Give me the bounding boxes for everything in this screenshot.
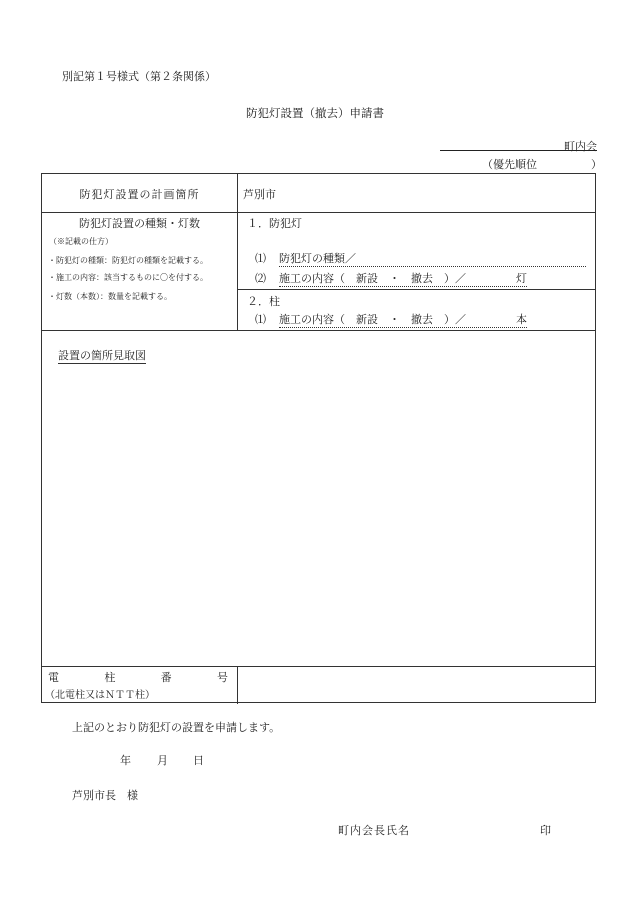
applicant-name-label: 町内会長氏名 [338, 824, 410, 837]
instructions-title: （※記載の仕方） [49, 237, 113, 246]
pole-number-sublabel: （北電柱又はＮＴＴ柱） [45, 690, 155, 701]
town-association-name-line[interactable] [440, 150, 597, 151]
section-pole: ２．柱 [247, 295, 280, 308]
instruction-note: ・防犯灯の種類：防犯灯の種類を記載する。 [48, 256, 208, 265]
column-divider [237, 174, 238, 330]
planned-location-label: 防犯灯設置の計画箇所 [79, 188, 200, 201]
pole-construction-field[interactable] [279, 311, 527, 328]
pole-unit: 本 [516, 313, 527, 326]
request-statement: 上記のとおり防犯灯の設置を申請します。 [72, 721, 281, 734]
pole-number-field[interactable] [238, 667, 595, 704]
application-table [41, 173, 596, 703]
date-month: 月 [157, 754, 168, 767]
town-association-label: 町内会 [564, 140, 597, 153]
instruction-note: ・施工の内容：該当するものに〇を付する。 [48, 273, 208, 282]
applicant-name-field[interactable] [430, 820, 530, 836]
document-title: 防犯灯設置（撤去）申請書 [246, 106, 384, 120]
row-divider [42, 330, 595, 331]
date-year: 年 [120, 754, 131, 767]
pole-label-char: 号 [216, 671, 228, 684]
priority-close: ） [591, 158, 602, 171]
date-day: 日 [193, 754, 204, 767]
form-reference: 別記第１号様式（第２条関係） [62, 70, 216, 83]
addressee: 芦別市長 様 [72, 789, 138, 802]
pole-construction-label: 施工の内容（ 新設 ・ 撤去 ）／ [279, 313, 466, 326]
priority-open: （優先順位 [482, 158, 537, 171]
seal-mark: 印 [540, 824, 551, 837]
location-sketch-area[interactable] [43, 364, 594, 664]
priority-order [482, 156, 602, 172]
type-count-label: 防犯灯設置の種類・灯数 [79, 217, 200, 230]
light-type-label: 防犯灯の種類／ [279, 252, 356, 265]
light-construction-label: 施工の内容（ 新設 ・ 撤去 ）／ [279, 272, 466, 285]
location-sketch-label: 設置の箇所見取図 [58, 349, 146, 362]
item-number: ⑴ [255, 252, 266, 265]
row-divider [42, 212, 595, 213]
section-crime-light: １．防犯灯 [247, 217, 302, 230]
planned-location-value[interactable]: 芦別市 [243, 188, 276, 201]
instruction-note: ・灯数（本数）：数量を記載する。 [48, 292, 172, 301]
pole-label-char: 番 [160, 671, 172, 684]
pole-label-char: 電 [48, 671, 59, 684]
pole-label-char: 柱 [104, 671, 116, 684]
item-number: ⑵ [255, 272, 266, 285]
light-type-field[interactable] [279, 250, 586, 267]
light-unit: 灯 [516, 272, 527, 285]
subrow-divider [238, 289, 595, 290]
pole-number-label [48, 669, 228, 685]
light-construction-field[interactable] [279, 270, 527, 287]
item-number: ⑴ [255, 313, 266, 326]
